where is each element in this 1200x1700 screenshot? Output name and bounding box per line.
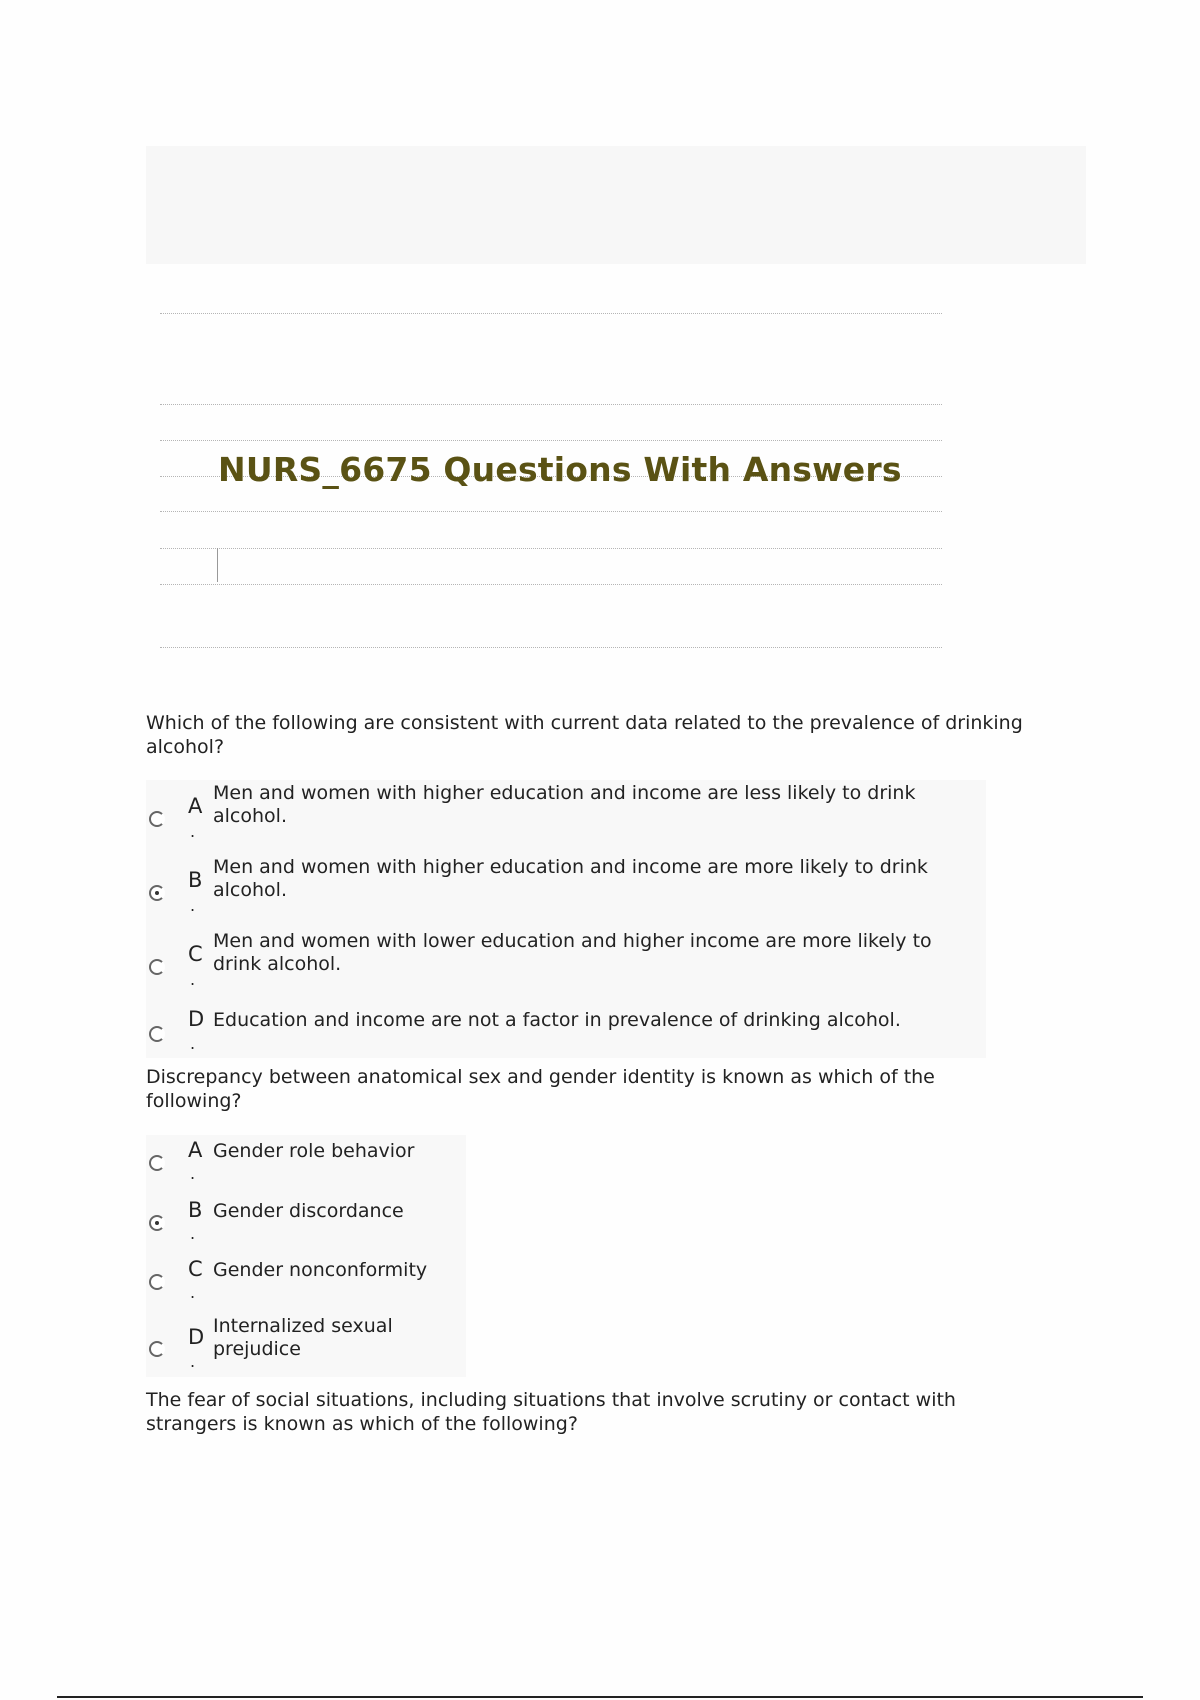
radio-button[interactable]: [149, 1341, 165, 1357]
option-letter-dot: .: [190, 1352, 196, 1371]
radio-button-selected[interactable]: [149, 1215, 165, 1231]
divider-line: [160, 647, 942, 648]
divider-line: [160, 313, 942, 314]
option-letter: A: [188, 794, 203, 818]
header-banner: [146, 146, 1086, 264]
option-letter: C: [188, 942, 203, 966]
option-text: Gender discordance: [213, 1200, 404, 1222]
divider-line: [160, 548, 942, 549]
option-letter-dot: .: [190, 896, 196, 915]
question-2-option-b[interactable]: [146, 1195, 466, 1253]
question-2-option-a[interactable]: [146, 1135, 466, 1193]
radio-button[interactable]: [149, 811, 165, 827]
question-1-option-a[interactable]: [146, 780, 986, 852]
question-1-option-d[interactable]: [146, 1002, 986, 1058]
option-letter-dot: .: [190, 970, 196, 989]
radio-button[interactable]: [149, 959, 165, 975]
question-2-options: [146, 1135, 466, 1377]
option-letter: D: [188, 1325, 205, 1349]
text-cursor: [217, 548, 218, 582]
document-title: NURS_6675 Questions With Answers: [218, 450, 902, 489]
option-letter: D: [188, 1007, 205, 1031]
question-1-options: [146, 780, 986, 1058]
option-letter-dot: .: [190, 1283, 196, 1302]
divider-line: [160, 511, 942, 512]
radio-button[interactable]: [149, 1026, 165, 1042]
divider-line: [160, 404, 942, 405]
option-text: Gender nonconformity: [213, 1259, 428, 1281]
option-text: Gender role behavior: [213, 1140, 415, 1162]
option-letter: C: [188, 1257, 203, 1281]
option-letter: B: [188, 1198, 203, 1222]
option-text: Education and income are not a factor in prevalence of drinking alcohol.: [213, 1009, 901, 1031]
question-2-option-d[interactable]: [146, 1313, 466, 1377]
question-2-option-c[interactable]: [146, 1254, 466, 1312]
radio-button[interactable]: [149, 1274, 165, 1290]
question-1-text: Which of the following are consistent with current data related to the prevalence of drinking alcohol?: [146, 712, 1023, 758]
option-letter-dot: .: [190, 822, 196, 841]
option-letter-dot: .: [190, 1164, 196, 1183]
option-letter-dot: .: [190, 1034, 196, 1053]
option-text: Men and women with higher education and income are more likely to drink alcohol.: [213, 856, 928, 901]
option-text: Men and women with higher education and income are less likely to drink alcohol.: [213, 782, 916, 827]
radio-button[interactable]: [149, 1155, 165, 1171]
option-text: Men and women with lower education and higher income are more likely to drink alcohol.: [213, 930, 932, 975]
question-3-text: The fear of social situations, including situations that involve scrutiny or contact with strangers is known as which of the following?: [146, 1389, 956, 1435]
radio-button-selected[interactable]: [149, 885, 165, 901]
option-letter-dot: .: [190, 1224, 196, 1243]
option-letter: A: [188, 1138, 203, 1162]
footer-rule: [57, 1696, 1143, 1698]
option-letter: B: [188, 868, 203, 892]
question-1-option-b[interactable]: [146, 854, 986, 926]
question-1-option-c[interactable]: [146, 928, 986, 1000]
option-text: Internalized sexual prejudice: [213, 1315, 393, 1360]
question-2-text: Discrepancy between anatomical sex and gender identity is known as which of the following?: [146, 1066, 935, 1112]
divider-line: [160, 584, 942, 585]
divider-line: [160, 440, 942, 441]
